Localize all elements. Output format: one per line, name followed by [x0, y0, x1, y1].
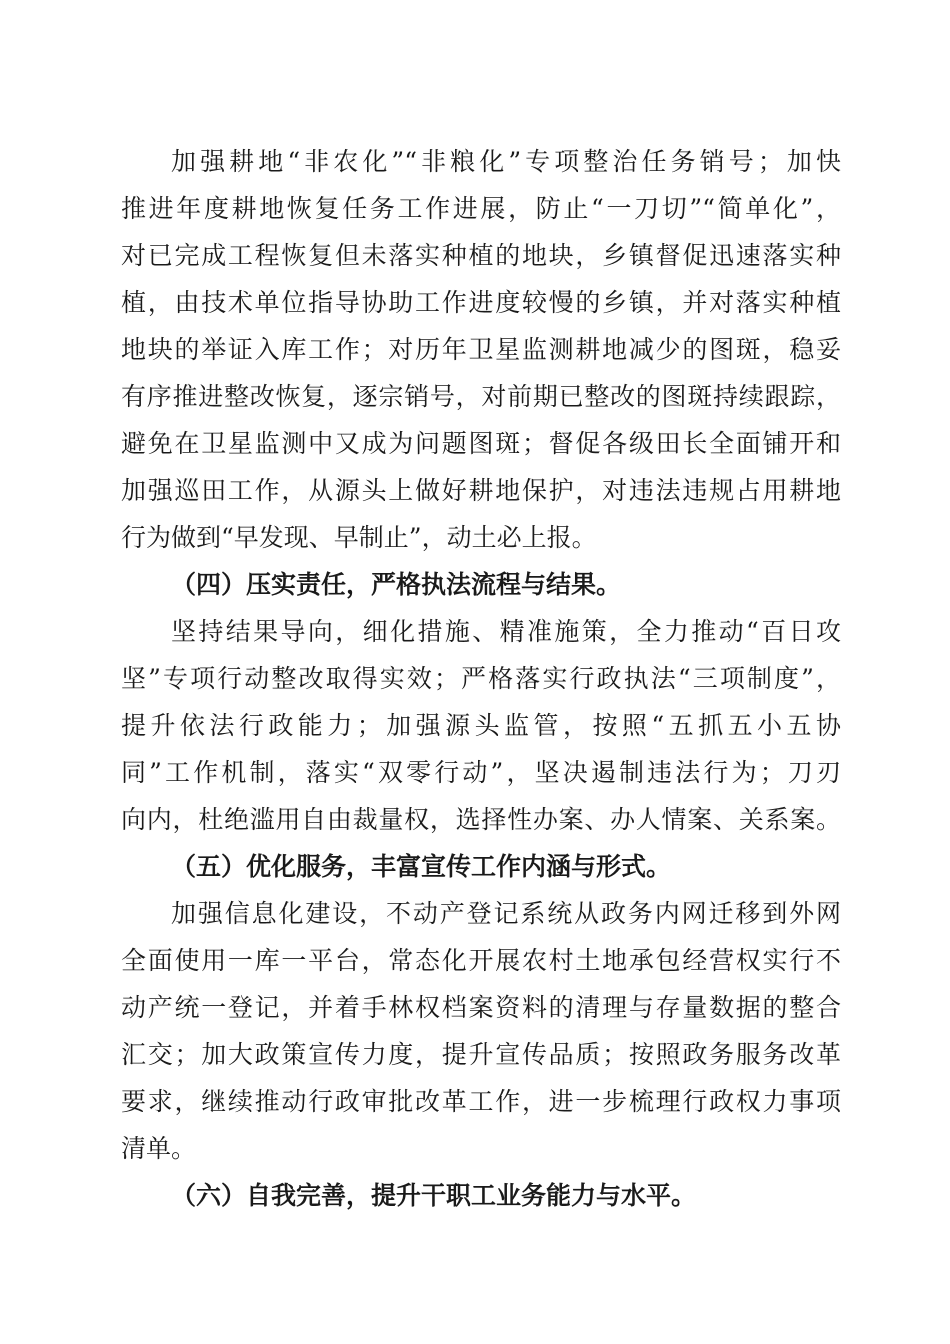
paragraph-line: 加强耕地“非农化”“非粮化”专项整治任务销号；加快 [171, 147, 841, 176]
paragraph-line: 避免在卫星监测中又成为问题图斑；督促各级田长全面铺开和 [121, 429, 841, 458]
paragraph-line: 行为做到“早发现、早制止”，动土必上报。 [121, 523, 597, 552]
paragraph-line: 向内，杜绝滥用自由裁量权，选择性办案、办人情案、关系案。 [121, 805, 841, 834]
paragraph-line: 全面使用一库一平台，常态化开展农村土地承包经营权实行不 [121, 946, 841, 975]
paragraph-line: 坚持结果导向，细化措施、精准施策，全力推动“百日攻 [171, 617, 841, 646]
paragraph-line: 提升依法行政能力；加强源头监管，按照“五抓五小五协 [121, 711, 841, 740]
paragraph-line: 推进年度耕地恢复任务工作进展，防止“一刀切”“简单化”， [121, 194, 841, 223]
paragraph-line: 加强信息化建设，不动产登记系统从政务内网迁移到外网 [171, 899, 841, 928]
paragraph-line: 汇交；加大政策宣传力度，提升宣传品质；按照政务服务改革 [121, 1040, 841, 1069]
paragraph-line: 加强巡田工作，从源头上做好耕地保护，对违法违规占用耕地 [121, 476, 841, 505]
paragraph-line: 有序推进整改恢复，逐宗销号，对前期已整改的图斑持续跟踪， [121, 382, 841, 411]
paragraph-line: 要求，继续推动行政审批改革工作，进一步梳理行政权力事项 [121, 1087, 841, 1116]
paragraph-line: 植，由技术单位指导协助工作进度较慢的乡镇，并对落实种植 [121, 288, 841, 317]
paragraph-line: 同”工作机制，落实“双零行动”，坚决遏制违法行为；刀刃 [121, 758, 841, 787]
paragraph-line: 地块的举证入库工作；对历年卫星监测耕地减少的图斑，稳妥 [121, 335, 841, 364]
section-heading: （四）压实责任，严格执法流程与结果。 [171, 570, 622, 599]
paragraph-line: 对已完成工程恢复但未落实种植的地块，乡镇督促迅速落实种 [121, 241, 841, 270]
paragraph-line: 清单。 [121, 1134, 197, 1163]
paragraph-line: 坚”专项行动整改取得实效；严格落实行政执法“三项制度”， [121, 664, 841, 693]
section-heading: （五）优化服务，丰富宣传工作内涵与形式。 [171, 852, 672, 881]
paragraph-line: 动产统一登记，并着手林权档案资料的清理与存量数据的整合 [121, 993, 841, 1022]
section-heading: （六）自我完善，提升干职工业务能力与水平。 [171, 1181, 697, 1210]
